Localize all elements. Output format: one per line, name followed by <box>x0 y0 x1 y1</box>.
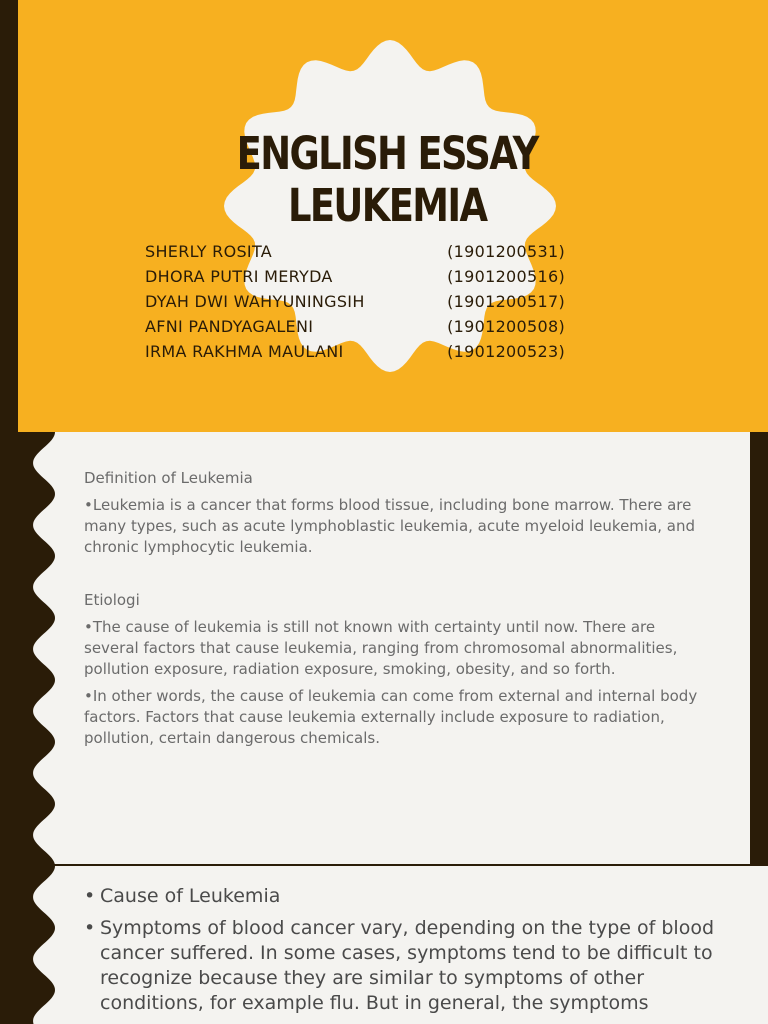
etiology-text: •The cause of leukemia is still not known with certainty until now. There are several factors that cause leukemia, ranging from chromosomal abnormalities, pollution exposure, radiation exposure, smoking, obesity, and so forth. <box>84 618 678 678</box>
author-id: (1901200531) <box>447 242 565 261</box>
bullet-text: Cause of Leukemia <box>100 885 281 907</box>
slide-content <box>84 468 714 755</box>
content-slide-cause <box>0 866 768 1024</box>
wavy-left-edge <box>0 432 60 864</box>
bullet-item <box>84 884 724 909</box>
content-slide-definition <box>0 432 768 864</box>
title-line-1: ENGLISH ESSAY <box>236 127 538 180</box>
author-row <box>145 342 565 367</box>
wavy-left-edge <box>0 866 60 1024</box>
author-id: (1901200523) <box>447 342 565 361</box>
author-id: (1901200517) <box>447 292 565 311</box>
bullet-text: Symptoms of blood cancer vary, depending on the type of blood cancer suffered. In some cases, symptoms tend to be difficult to recognize because they are similar to symptoms of other conditions, for example flu. But in general, the symptoms <box>100 917 715 1014</box>
bullet-item <box>84 916 724 1016</box>
definition-text: •Leukemia is a cancer that forms blood tissue, including bone marrow. There are many types, such as acute lymphoblastic leukemia, acute myeloid leukemia, and chronic lymphocytic leukemia. <box>84 496 696 556</box>
bullet-dot: • <box>84 917 96 939</box>
etiology-heading: Etiologi <box>84 591 140 609</box>
title-slide <box>0 0 768 432</box>
author-name: DHORA PUTRI MERYDA <box>145 267 333 286</box>
definition-heading: Definition of Leukemia <box>84 469 253 487</box>
etiology-text: •In other words, the cause of leukemia can come from external and internal body factors. Factors that cause leukemia externally include exposure to radiation, pollution, certain dangerous chemicals. <box>84 687 698 747</box>
left-accent-bar <box>0 0 18 432</box>
author-name: DYAH DWI WAHYUNINGSIH <box>145 292 365 311</box>
author-id: (1901200516) <box>447 267 565 286</box>
author-row <box>145 242 565 267</box>
author-list <box>145 242 565 367</box>
author-row <box>145 317 565 342</box>
slide-content <box>84 884 724 1023</box>
title-line-2: LEUKEMIA <box>287 179 487 232</box>
author-name: AFNI PANDYAGALENI <box>145 317 314 336</box>
author-id: (1901200508) <box>447 317 565 336</box>
bullet-dot: • <box>84 885 96 907</box>
presentation-title <box>70 128 705 232</box>
author-row <box>145 267 565 292</box>
author-row <box>145 292 565 317</box>
author-name: SHERLY ROSITA <box>145 242 273 261</box>
author-name: IRMA RAKHMA MAULANI <box>145 342 344 361</box>
